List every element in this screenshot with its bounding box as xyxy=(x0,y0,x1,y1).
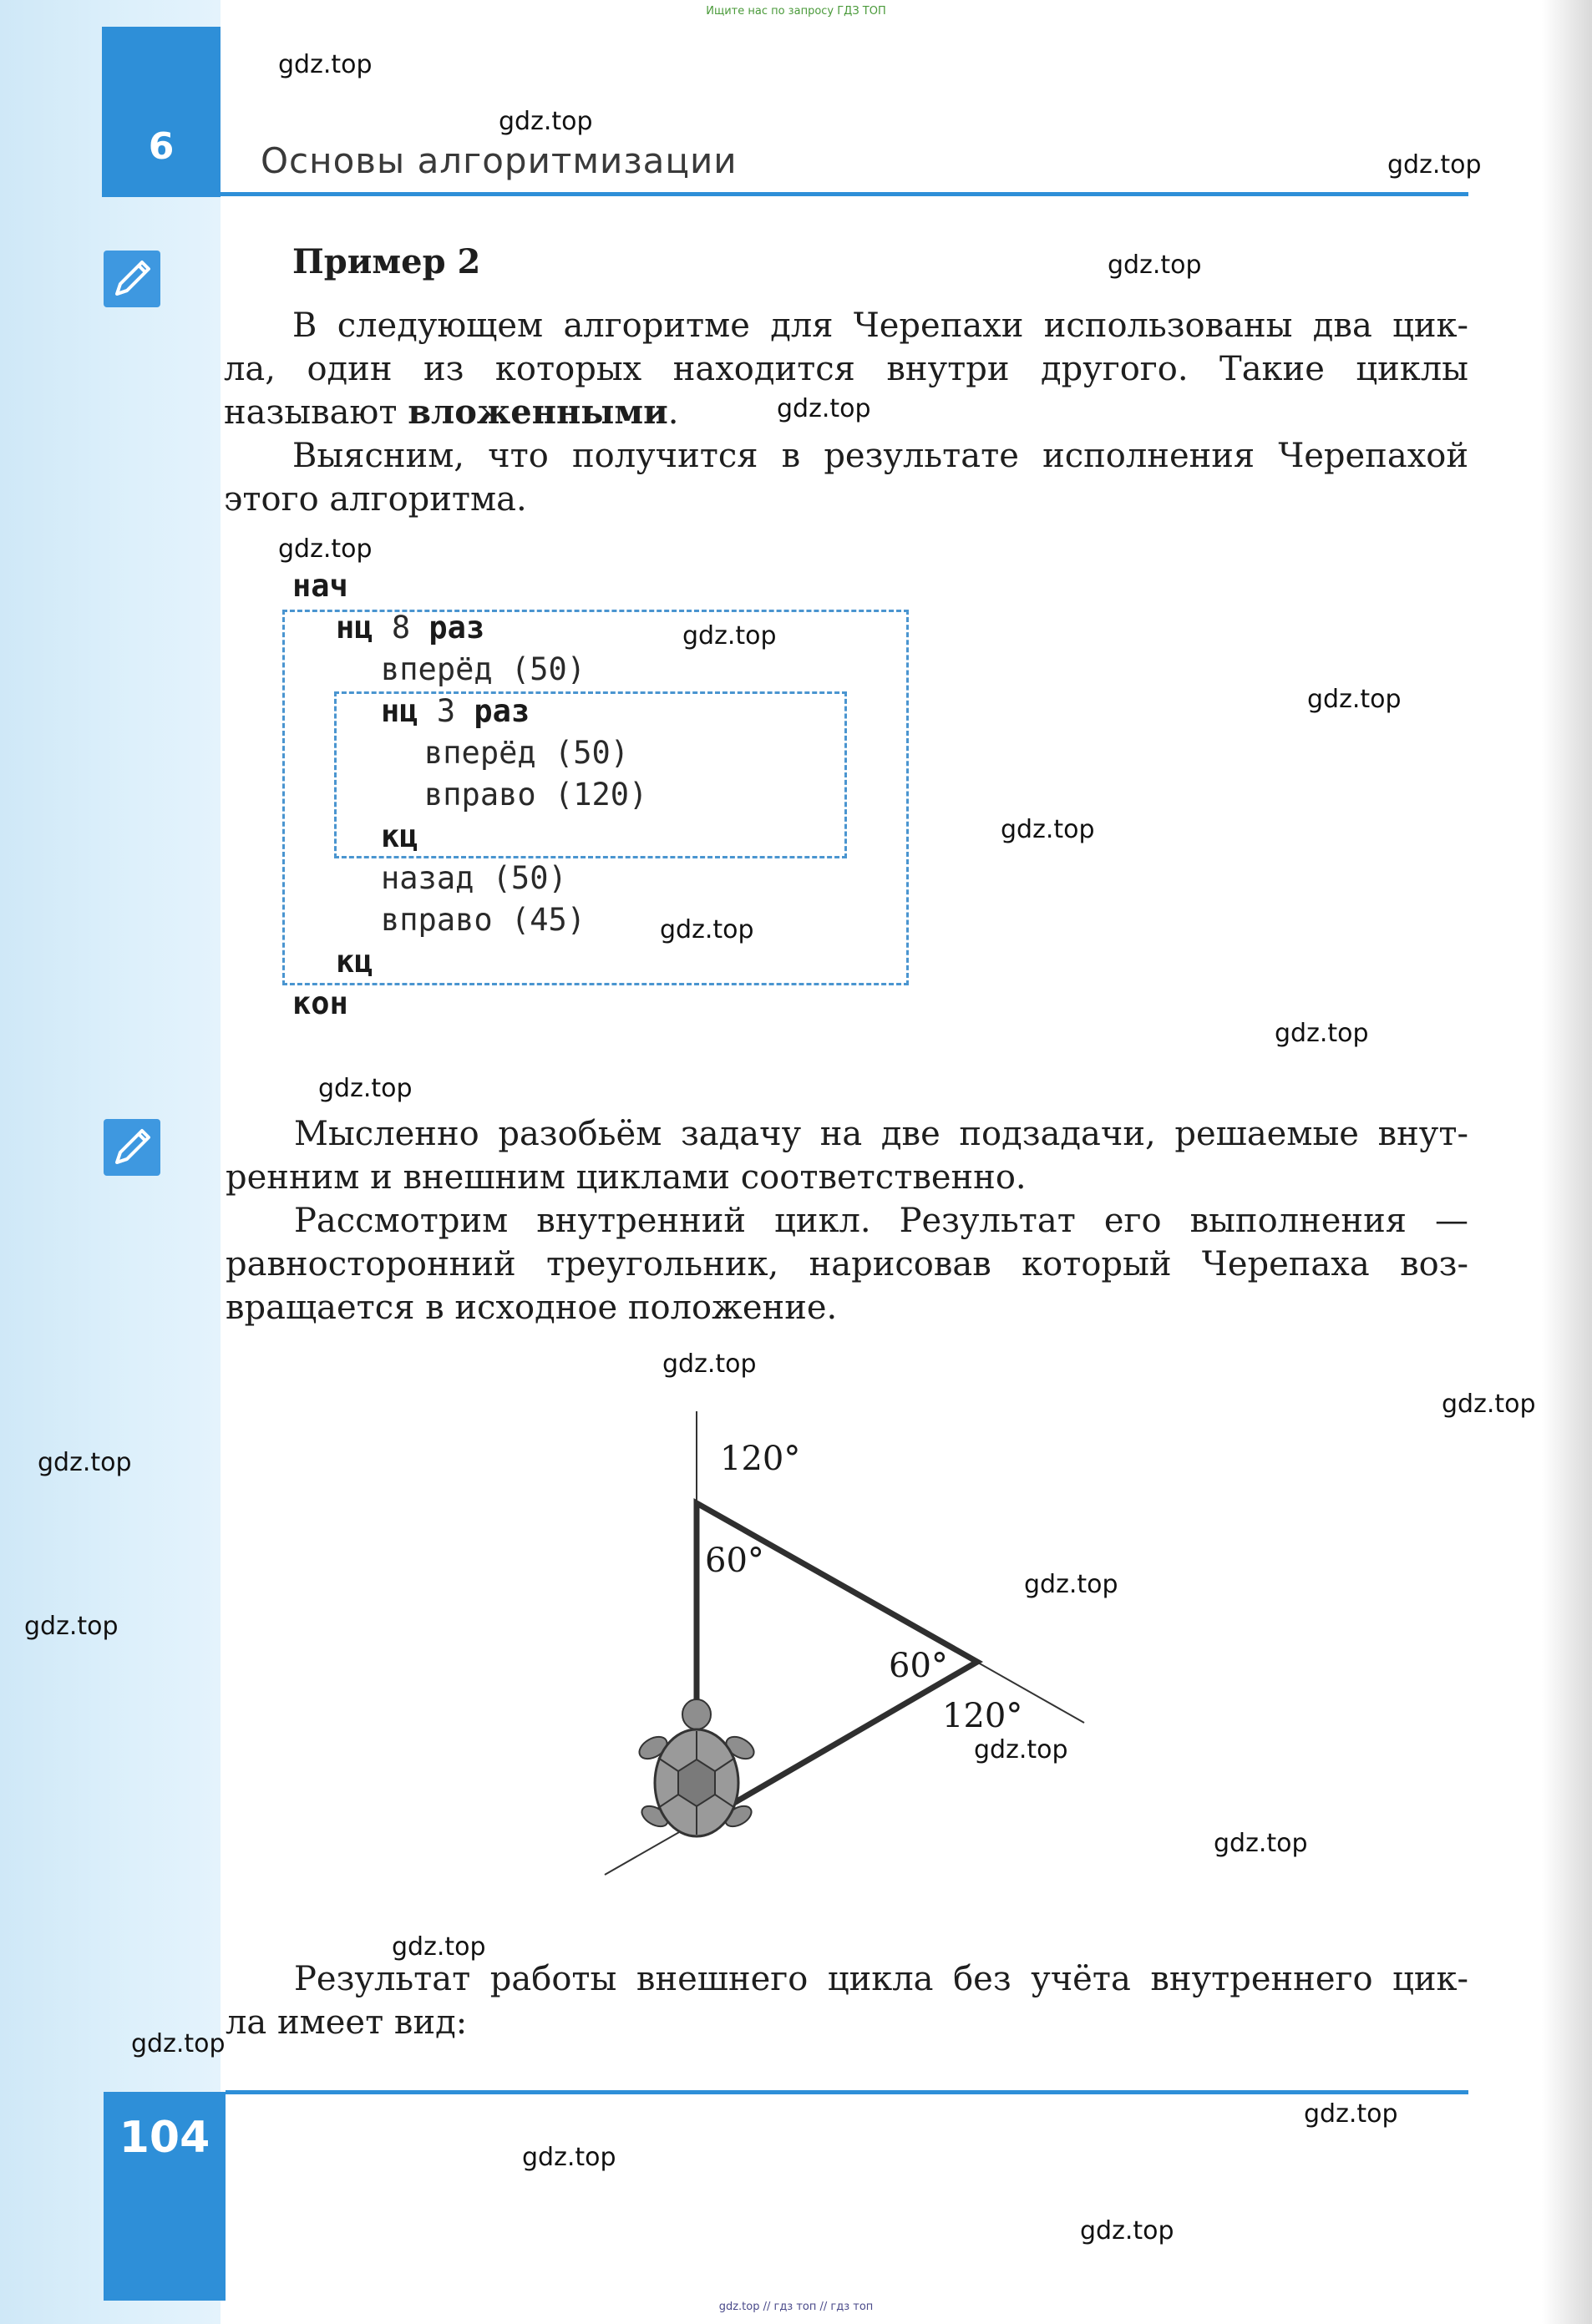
watermark: gdz.top xyxy=(1275,1019,1369,1048)
code-end: кон xyxy=(292,985,348,1021)
code-line xyxy=(336,610,484,646)
watermark: gdz.top xyxy=(662,1349,757,1379)
loop-count: 3 xyxy=(436,693,456,729)
header-rule xyxy=(221,192,1468,196)
watermark: gdz.top xyxy=(499,107,593,136)
paragraph-line: ренним и внешним циклами соответственно. xyxy=(226,1158,1027,1197)
keyword: нц xyxy=(336,610,373,646)
pencil-icon xyxy=(104,1119,160,1176)
watermark: gdz.top xyxy=(278,50,373,79)
watermark: gdz.top xyxy=(38,1448,132,1477)
bold-term: вложенными xyxy=(408,392,668,432)
watermark: gdz.top xyxy=(392,1932,486,1962)
watermark: gdz.top xyxy=(777,394,871,423)
top-note: Ищите нас по запросу ГДЗ ТОП xyxy=(706,5,886,18)
paragraph-line: Рассмотрим внутренний цикл. Результат его выполнения — xyxy=(294,1202,1468,1240)
chapter-title: Основы алгоритмизации xyxy=(261,140,738,181)
watermark: gdz.top xyxy=(974,1735,1068,1765)
paragraph-line: В следующем алгоритме для Черепахи использованы два цик- xyxy=(292,306,1468,345)
watermark: gdz.top xyxy=(318,1074,413,1103)
code-line: вправо (45) xyxy=(381,902,586,938)
watermark: gdz.top xyxy=(1442,1390,1536,1419)
watermark: gdz.top xyxy=(1214,1829,1308,1858)
page-edge-shadow xyxy=(1542,0,1592,2324)
paragraph-line: ла, один из которых находится внутри другого. Такие циклы xyxy=(224,350,1468,388)
example-title: Пример 2 xyxy=(292,242,481,281)
keyword: раз xyxy=(474,693,530,729)
watermark: gdz.top xyxy=(131,2029,226,2058)
watermark: gdz.top xyxy=(1024,1570,1118,1599)
code-line: вперёд (50) xyxy=(381,651,586,687)
watermark: gdz.top xyxy=(660,915,754,944)
paragraph-line: равносторонний треугольник, нарисовав который Черепаха воз- xyxy=(226,1245,1468,1284)
watermark: gdz.top xyxy=(1387,150,1482,180)
watermark: gdz.top xyxy=(1108,251,1202,280)
watermark: gdz.top xyxy=(522,2143,616,2172)
keyword: раз xyxy=(428,610,485,646)
triangle-diagram xyxy=(585,1403,1119,1887)
pencil-icon xyxy=(104,251,160,307)
turtle-icon xyxy=(636,1699,758,1836)
code-line xyxy=(381,693,530,729)
code-line: кц xyxy=(381,818,418,854)
watermark: gdz.top xyxy=(1001,815,1095,844)
page-number: 104 xyxy=(119,2113,210,2163)
paragraph-line: вращается в исходное положение. xyxy=(226,1289,838,1327)
angle-label: 60° xyxy=(889,1647,948,1685)
chapter-tab xyxy=(102,27,221,197)
chapter-number: 6 xyxy=(148,125,175,168)
watermark: gdz.top xyxy=(682,621,777,651)
angle-label: 60° xyxy=(705,1542,764,1580)
text-span: . xyxy=(667,393,679,432)
paragraph-line: Мысленно разобьём задачу на две подзадачи, решаемые внут- xyxy=(294,1115,1468,1153)
keyword: нц xyxy=(381,693,418,729)
watermark: gdz.top xyxy=(1307,685,1402,714)
watermark: gdz.top xyxy=(24,1612,119,1641)
footer-rule xyxy=(226,2090,1468,2094)
paragraph-line: Результат работы внешнего цикла без учёта внутреннего цик- xyxy=(294,1960,1468,1998)
watermark: gdz.top xyxy=(278,534,373,564)
paragraph-line xyxy=(224,391,679,434)
paragraph-line: этого алгоритма. xyxy=(224,480,527,519)
code-begin: нач xyxy=(292,568,348,604)
text-span: называют xyxy=(224,393,408,432)
watermark: gdz.top xyxy=(1080,2216,1174,2246)
loop-count: 8 xyxy=(391,610,411,646)
bottom-note: gdz.top // гдз топ // гдз топ xyxy=(718,2301,874,2313)
code-line: вправо (120) xyxy=(424,777,648,813)
angle-label: 120° xyxy=(720,1440,801,1478)
paragraph-line: Выясним, что получится в результате исполнения Черепахой xyxy=(292,437,1468,475)
code-line: кц xyxy=(336,944,373,980)
code-line: назад (50) xyxy=(381,860,567,896)
paragraph-line: ла имеет вид: xyxy=(226,2003,468,2042)
angle-label: 120° xyxy=(942,1697,1023,1735)
watermark: gdz.top xyxy=(1304,2099,1398,2129)
code-line: вперёд (50) xyxy=(424,735,630,771)
